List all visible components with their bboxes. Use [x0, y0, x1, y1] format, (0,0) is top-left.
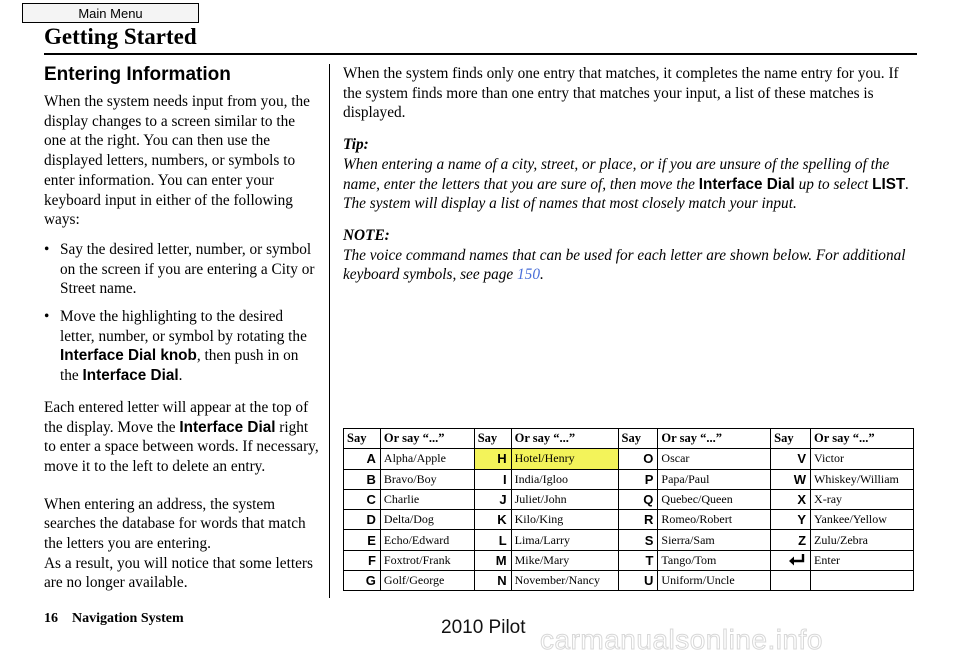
section-name: Navigation System	[72, 611, 184, 626]
paragraph-text: The voice command names that can be used for each letter are shown below. For additional keyboard symbols, see page	[343, 246, 906, 284]
command-cell: India/Igloo	[511, 469, 618, 489]
letter-cell: A	[344, 449, 381, 469]
interface-dial-term: Interface Dial	[698, 175, 795, 193]
letter-cell: T	[618, 550, 658, 570]
table-header-row	[344, 429, 914, 449]
bullet-icon: •	[44, 308, 50, 326]
command-cell: Juliet/John	[511, 489, 618, 509]
interface-dial-term: Interface Dial	[179, 418, 276, 436]
command-cell: Victor	[811, 449, 914, 469]
command-cell: Alpha/Apple	[380, 449, 474, 469]
paragraph-text: right to enter a space between words. If necessary, move it to the left to delete an entry.	[44, 418, 319, 475]
paragraph-text: .	[539, 266, 544, 284]
header-rule	[44, 53, 917, 55]
letter-cell: I	[474, 469, 511, 489]
column-header: Or say “...”	[811, 429, 914, 449]
command-cell	[811, 571, 914, 591]
table-row	[344, 510, 914, 530]
command-cell: Whiskey/William	[811, 469, 914, 489]
command-cell: Enter	[811, 550, 914, 570]
command-cell: Zulu/Zebra	[811, 530, 914, 550]
list-item-text: Say the desired letter, number, or symbol on the screen if you are entering a City or Street name.	[60, 240, 315, 298]
letter-cell: X	[771, 489, 811, 509]
paragraph-text: Each entered letter will appear at the top of the display. Move the	[44, 398, 309, 436]
command-cell: Delta/Dog	[380, 510, 474, 530]
letter-cell: V	[771, 449, 811, 469]
left-column	[44, 64, 320, 593]
letter-cell: L	[474, 530, 511, 550]
column-header: Or say “...”	[658, 429, 771, 449]
list-item-text: , then push in on the	[60, 347, 299, 385]
command-cell: Tango/Tom	[658, 550, 771, 570]
column-header: Or say “...”	[511, 429, 618, 449]
main-menu-button[interactable]: Main Menu	[22, 3, 199, 23]
command-cell-highlighted: Hotel/Henry	[511, 449, 618, 469]
availability-paragraph: As a result, you will notice that some letters are no longer available.	[44, 554, 313, 592]
command-cell: Charlie	[380, 489, 474, 509]
command-cell: Echo/Edward	[380, 530, 474, 550]
command-cell: Foxtrot/Frank	[380, 550, 474, 570]
page-title: Getting Started	[44, 24, 197, 49]
letter-cell: K	[474, 510, 511, 530]
letter-cell: D	[344, 510, 381, 530]
column-header: Say	[474, 429, 511, 449]
letter-cell-highlighted: H	[474, 449, 511, 469]
column-header: Say	[771, 429, 811, 449]
list-item	[44, 307, 320, 386]
paragraph-text: up to select	[794, 175, 873, 193]
command-cell: Oscar	[658, 449, 771, 469]
letter-cell: P	[618, 469, 658, 489]
column-divider	[329, 64, 330, 598]
command-cell: Mike/Mary	[511, 550, 618, 570]
site-watermark: carmanualsonline.info	[540, 624, 823, 655]
page-footer	[44, 611, 184, 627]
letter-cell: S	[618, 530, 658, 550]
enter-return-icon	[771, 550, 811, 570]
list-term: LIST	[872, 175, 906, 193]
model-watermark: 2010 Pilot	[441, 617, 526, 638]
voice-command-table	[343, 428, 914, 591]
paragraph-text: . The system will display a list of names that most closely match your input.	[343, 175, 910, 213]
interface-dial-knob-term: Interface Dial knob	[60, 347, 197, 365]
letter-cell: E	[344, 530, 381, 550]
intro-paragraph: When the system needs input from you, the display changes to a screen similar to the one at the right. You can then use the displayed letters, numbers, or symbols to enter information. You can enter your keyboard input in either of the following ways:	[44, 93, 310, 229]
right-column	[343, 64, 917, 285]
list-item-text: Move the highlighting to the desired letter, number, or symbol by rotating the	[60, 308, 307, 345]
letter-cell: Y	[771, 510, 811, 530]
column-header: Or say “...”	[380, 429, 474, 449]
letter-cell: W	[771, 469, 811, 489]
input-methods-list	[44, 240, 320, 386]
table-row	[344, 469, 914, 489]
letter-cell: M	[474, 550, 511, 570]
match-paragraph: When the system finds only one entry that matches, it completes the name entry for you. If the system finds more than one entry that matches your input, a list of these matches is displayed.	[343, 65, 899, 122]
command-cell: Bravo/Boy	[380, 469, 474, 489]
command-cell: Lima/Larry	[511, 530, 618, 550]
table-row	[344, 449, 914, 469]
letter-cell: Z	[771, 530, 811, 550]
command-cell: Golf/George	[380, 571, 474, 591]
letter-cell: O	[618, 449, 658, 469]
interface-dial-term: Interface Dial	[82, 367, 179, 385]
letter-cell: U	[618, 571, 658, 591]
address-paragraph: When entering an address, the system searches the database for words that match the letters you are entering.	[44, 495, 306, 553]
list-item	[44, 240, 320, 299]
table-row	[344, 489, 914, 509]
section-title: Entering Information	[44, 64, 231, 85]
letter-cell: Q	[618, 489, 658, 509]
command-cell: November/Nancy	[511, 571, 618, 591]
note-paragraph	[343, 246, 917, 285]
command-cell: Uniform/Uncle	[658, 571, 771, 591]
tip-label: Tip:	[343, 136, 369, 154]
command-cell: Yankee/Yellow	[811, 510, 914, 530]
command-cell: Kilo/King	[511, 510, 618, 530]
command-cell: Romeo/Robert	[658, 510, 771, 530]
page-150-link[interactable]: 150	[517, 266, 540, 284]
letter-cell: B	[344, 469, 381, 489]
note-label: NOTE:	[343, 226, 390, 244]
paragraph-text: When entering a name of a city, street, or place, or if you are unsure of the spelling of the name, enter the letters that you are sure of, then move the	[343, 155, 890, 193]
command-cell: Quebec/Queen	[658, 489, 771, 509]
letter-cell: C	[344, 489, 381, 509]
command-cell: Papa/Paul	[658, 469, 771, 489]
letter-cell: G	[344, 571, 381, 591]
table-row	[344, 571, 914, 591]
table-row	[344, 550, 914, 570]
tip-paragraph	[343, 155, 917, 214]
column-header: Say	[618, 429, 658, 449]
entry-paragraph	[44, 398, 320, 477]
table-row	[344, 530, 914, 550]
command-cell: X-ray	[811, 489, 914, 509]
column-header: Say	[344, 429, 381, 449]
letter-cell	[771, 571, 811, 591]
letter-cell: R	[618, 510, 658, 530]
list-item-text: .	[178, 367, 183, 385]
letter-cell: J	[474, 489, 511, 509]
letter-cell: N	[474, 571, 511, 591]
page-number: 16	[44, 611, 58, 626]
bullet-icon: •	[44, 240, 50, 258]
letter-cell: F	[344, 550, 381, 570]
command-cell: Sierra/Sam	[658, 530, 771, 550]
